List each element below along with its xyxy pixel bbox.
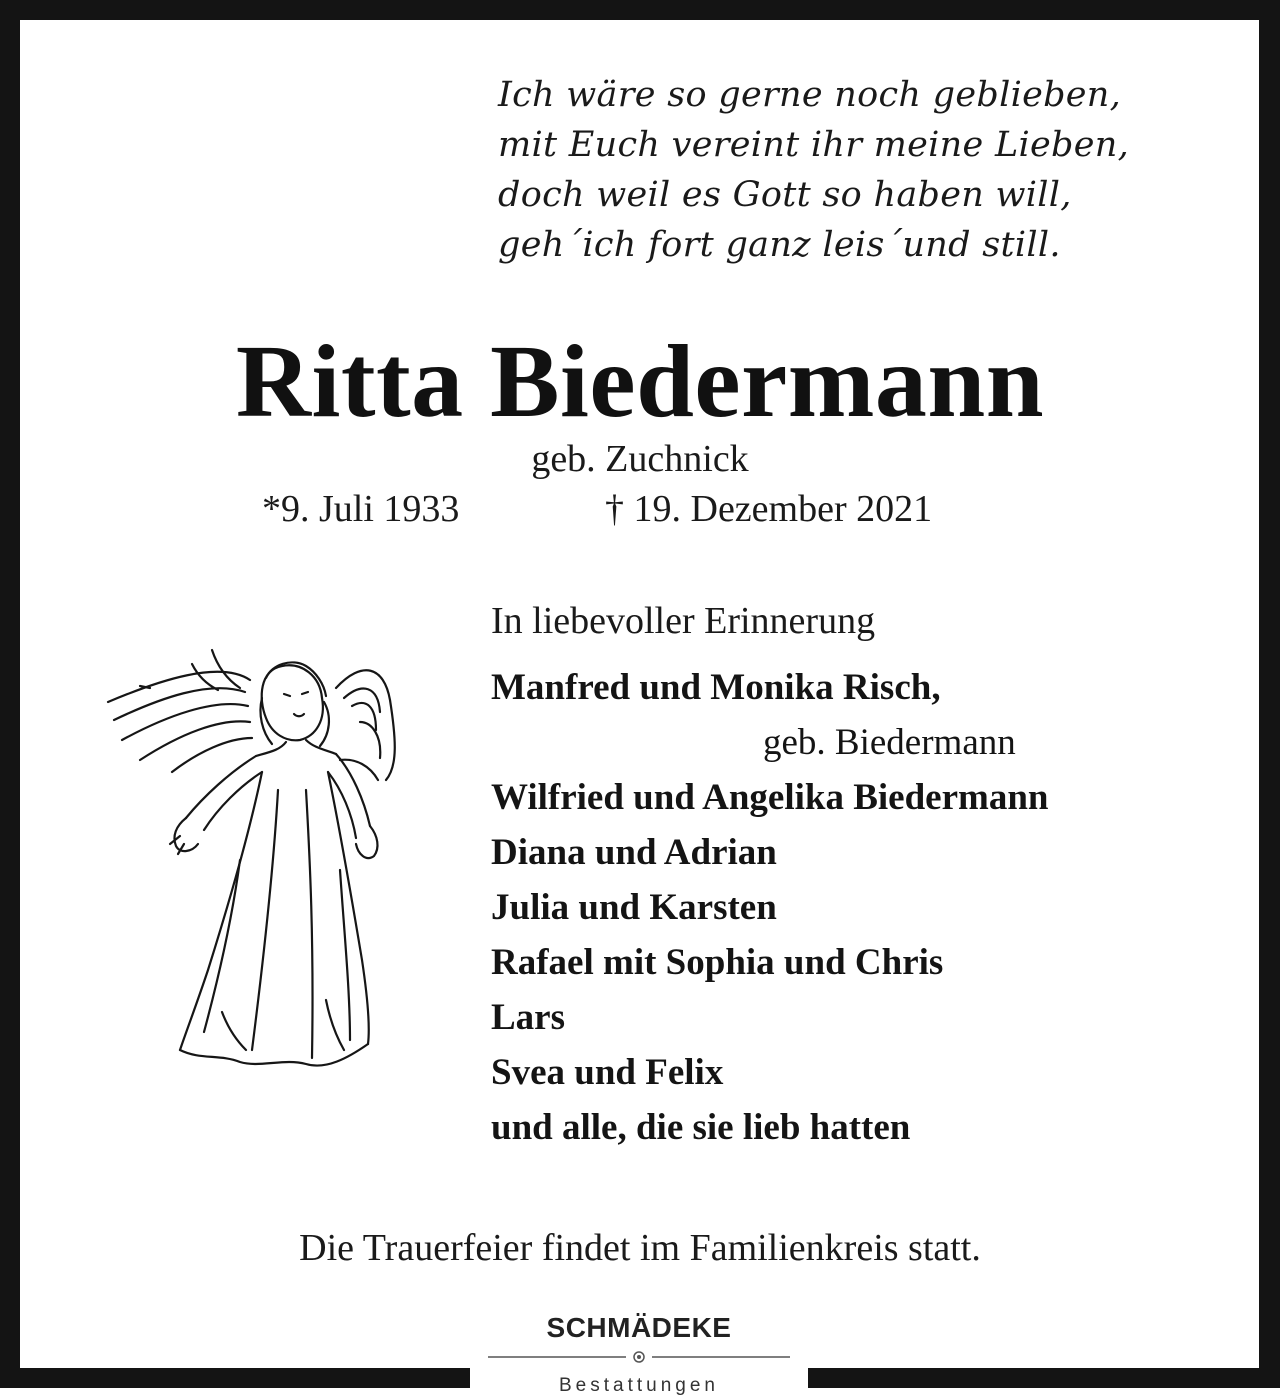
maiden-name: geb. Zuchnick — [531, 438, 749, 480]
funeral-home-name: SCHMÄDEKE — [546, 1312, 732, 1343]
mourner-entry: Wilfried und Angelika Biedermann — [491, 777, 1049, 818]
mourner-entry: Julia und Karsten — [491, 887, 777, 928]
mourner-entry: Diana und Adrian — [491, 832, 777, 873]
mourner-entry: Svea und Felix — [491, 1052, 724, 1093]
mourner-entry: geb. Biedermann — [763, 722, 1016, 763]
death-date: † 19. Dezember 2021 — [605, 488, 933, 530]
deceased-name: Ritta Biedermann — [235, 324, 1045, 439]
mourner-entry: Manfred und Monika Risch, — [491, 667, 941, 708]
poem-line: doch weil es Gott so haben will, — [498, 175, 1072, 215]
service-note: Die Trauerfeier findet im Familienkreis statt. — [299, 1227, 981, 1269]
funeral-home-subtitle: Bestattungen — [559, 1375, 719, 1396]
mourner-entry: Rafael mit Sophia und Chris — [491, 942, 944, 983]
poem-line: Ich wäre so gerne noch geblieben, — [498, 75, 1122, 115]
poem — [498, 70, 1238, 270]
border-left — [0, 0, 20, 1388]
mourner-entry: und alle, die sie lieb hatten — [491, 1107, 911, 1148]
border-bottom-right — [808, 1368, 1280, 1388]
memory-line: In liebevoller Erinnerung — [491, 600, 876, 642]
poem-line: mit Euch vereint ihr meine Lieben, — [498, 125, 1129, 165]
angel-icon — [100, 640, 410, 1080]
border-top — [0, 0, 1280, 20]
mourners-list — [491, 660, 1251, 1155]
poem-line: geh´ich fort ganz leis´und still. — [498, 225, 1061, 265]
mourner-entry: Lars — [491, 997, 565, 1038]
border-bottom-left — [0, 1368, 470, 1388]
birth-date: *9. Juli 1933 — [262, 488, 460, 530]
logo-divider-icon — [488, 1350, 790, 1364]
border-right — [1259, 0, 1280, 1388]
